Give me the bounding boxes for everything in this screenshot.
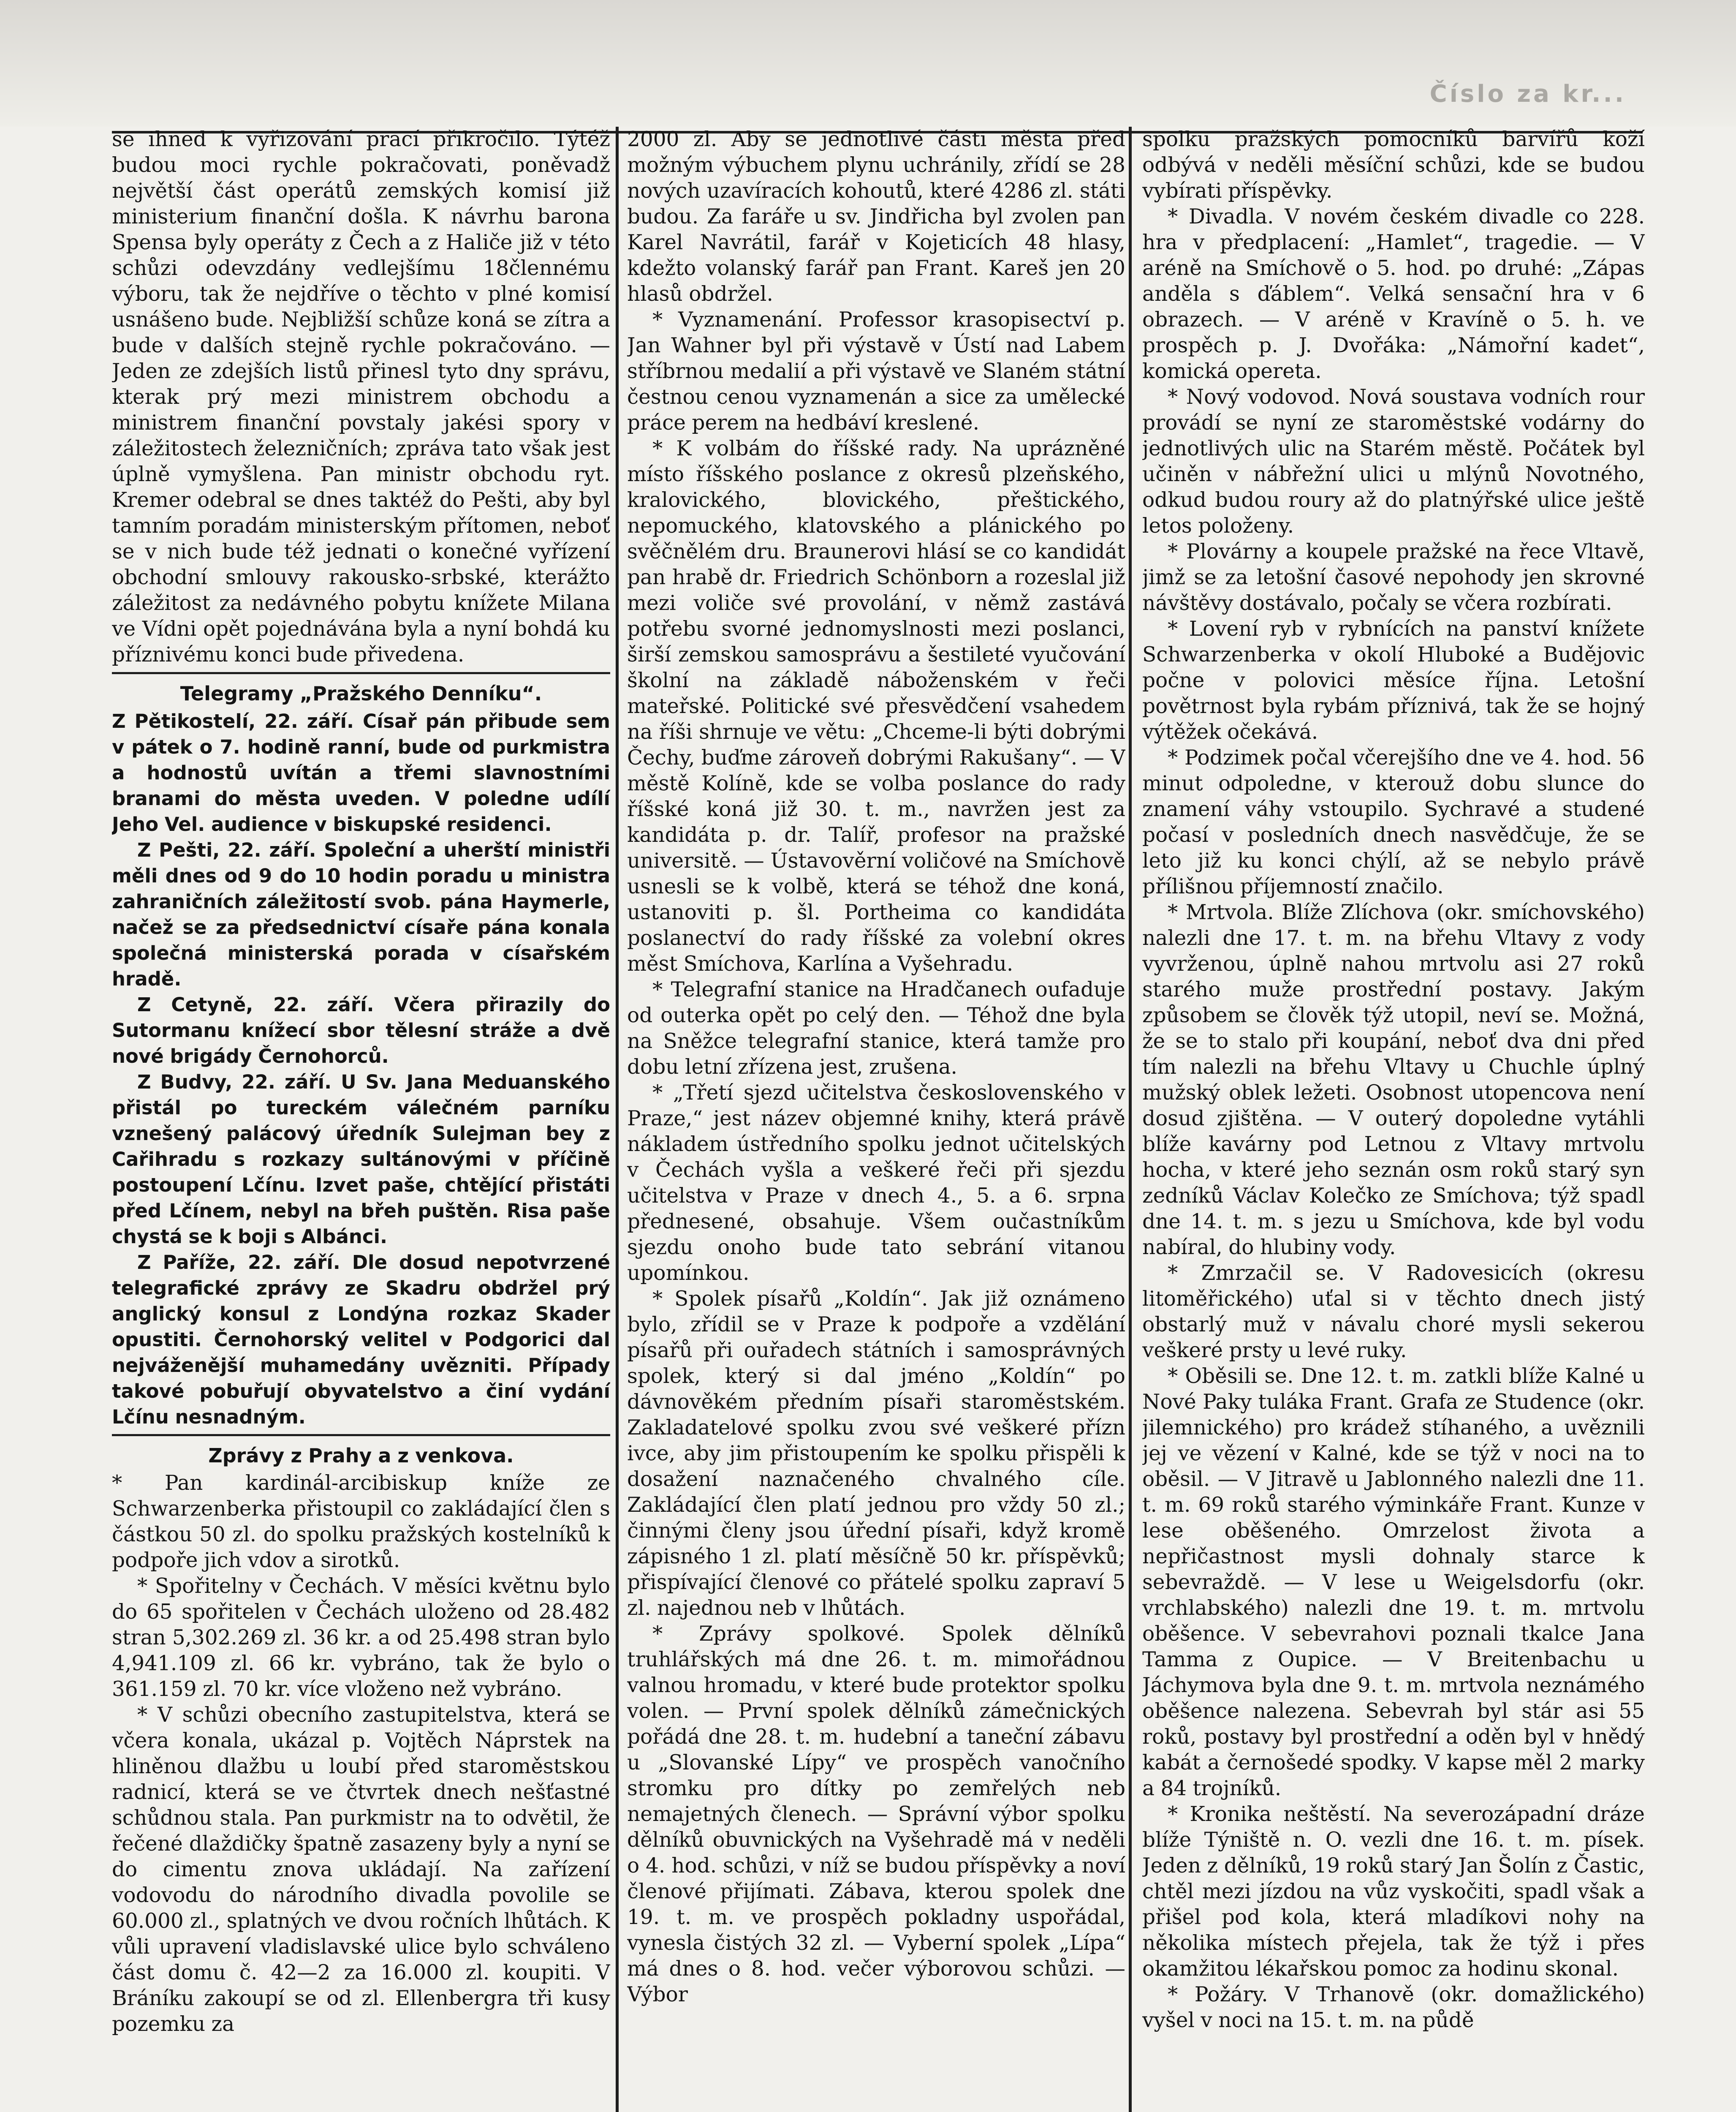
article-paragraph: * Požáry. V Trhanově (okr. domažlického) vyšel v noci na 15. t. m. na půdě xyxy=(1142,1983,1645,2032)
article-paragraph: * Zmrzačil se. V Radovesicích (okresu litoměřického) uťal si v těchto dnech jistý obstarlý muž v návalu choré mysli sekerou veškeré prsty u levé ruky. xyxy=(1142,1261,1645,1362)
article-paragraph: * Spolek písařů „Koldín“. Jak již oznámeno bylo, zřídil se v Praze k podpoře a vzdělání písařů při ouřadech státních i samosprávných spolek, který si dal jméno „Koldín“ po dávnověkém předním písaři staroměstském. Zakladatelové spolku zvou své veškeré přízn ivce, aby jim přistoupením ke spolku přispěli k dosažení naznačeného chvalného cíle. Zakládající člen platí jednou pro vždy 50 zl.; činnými členy jsou úřední písaři, když kromě zápisného 1 zl. platí měsíčně 50 kr. příspěvků; přispívající členové co přátelé spolku zapraví 5 zl. najednou neb v lhůtách. xyxy=(627,1287,1125,1620)
telegram-paragraph: Z Budvy, 22. září. U Sv. Jana Meduanského přistál po tureckém válečném parníku vznešený palácový úředník Sulejman bey z Cařihradu s rozkazy sultánovými v příčině postoupení Lčínu. Izvet paše, chtějící přistáti před Lčínem, nebyl na břeh puštěn. Risa paše chystá se k boji s Albánci. xyxy=(112,1071,610,1248)
article-paragraph: * Mrtvola. Blíže Zlíchova (okr. smíchovského) nalezli dne 17. t. m. na břehu Vltavy z vody vyvrženou, úplně nahou mrtvolu asi 27 roků starého muže prostřední postavy. Jakým způsobem se člověk týž utopil, neví se. Možná, že se to stalo při koupání, neboť dva dni před tím nalezli na břehu Vltavy u Chuchle úplný mužský oblek ležeti. Osobnost utopencova není dosud zjištěna. — V outerý dopoledne vytáhli blíže kavárny pod Letnou z Vltavy mrtvolu hocha, v které jeho seznán osm roků starý syn zedníků Václav Kolečko ze Smíchova; týž spadl dne 14. t. m. s jezu u Smíchova, kde byl vodu nabíral, do hlubiny vody. xyxy=(1142,901,1645,1259)
article-paragraph: * „Třetí sjezd učitelstva československého v Praze,“ jest název objemné knihy, která právě nákladem ústředního spolku jednot učitelských v Čechách vyšla a veškeré řeči při sjezdu učitelstva v Praze v dnech 4., 5. a 6. srpna přednesené, obsahuje. Všem oučastníkům sjezdu onoho bude tato sebrání vitanou upomínkou. xyxy=(627,1081,1125,1285)
columns xyxy=(112,127,1645,2112)
article-paragraph: se ihned k vyřizování prací přikročilo. Týtéž budou moci rychle pokračovati, poněvadž největší část operátů zemských komisí již ministerium finanční došla. K návrhu barona Spensa byly operáty z Čech a z Haliče již v této schůzi odevzdány vedlejšímu 18člennému výboru, tak že nejdříve o těchto v plné komisí usnášeno bude. Nejbližší schůze koná se zítra a bude v dalších stejně rychle pokračováno. — Jeden ze zdejších listů přinesl tyto dny správu, kterak prý mezi ministrem obchodu a ministrem finanční povstaly jakési spory v záležitostech železničních; zpráva tato však jest úplně vymyšlena. Pan ministr obchodu ryt. Kremer odebral se dnes taktéž do Pešti, aby byl tamním poradám ministerským přítomen, neboť se v nich bude též jednati o konečné vyřízení obchodní smlouvy rakousko-srbské, kterážto záležitost za nedávného pobytu knížete Milana ve Vídni opět pojednávána byla a nyní bohdá ku příznivému konci bude přivedena. xyxy=(112,128,610,667)
section-title-telegrams: Telegramy „Pražského Denníku“. xyxy=(180,682,542,705)
masthead-fragment: Číslo za kr... xyxy=(1429,80,1626,108)
section-title-local-news: Zprávy z Prahy a z venkova. xyxy=(208,1444,514,1467)
article-paragraph: * Vyznamenání. Professor krasopisectví p. Jan Wahner byl při výstavě v Ústí nad Labem stříbrnou medalií a při výstavě ve Slaném státní čestnou cenou vyznamenán a sice za umělecké práce perem na hedbáví kreslené. xyxy=(627,308,1125,435)
article-paragraph: * Telegrafní stanice na Hradčanech oufaduje od outerka opět po celý den. — Téhož dne byla na Sněžce telegrafní stanice, která tamže pro dobu letní zřízena jest, zrušena. xyxy=(627,978,1125,1079)
section-separator xyxy=(112,672,610,674)
article-paragraph: * V schůzi obecního zastupitelstva, která se včera konala, ukázal p. Vojtěch Náprstek na hliněnou dlažbu u loubí před staroměstskou radnicí, která se ve čtvrtek dnech nešťastné schůdnou stala. Pan purkmistr na to odvětil, že řečené dlaždičky špatně zasazeny byly a nyní se do cimentu znova ukládají. Na zařízení vodovodu do národního divadla povolile se 60.000 zl., splatných ve dvou ročních lhůtách. K vůli upravení vladislavské ulice bylo schváleno část domu č. 42—2 za 16.000 zl. koupiti. V Bráníku zakoupí se od zl. Ellenbergra tři kusy pozemku za xyxy=(112,1703,610,2036)
article-paragraph: * Pan kardinál-arcibiskup kníže ze Schwarzenberka přistoupil co zakládající člen s částkou 50 zl. do spolku pražských kostelníků k podpoře jich vdov a sirotků. xyxy=(112,1471,610,1572)
column-3 xyxy=(1142,127,1645,2112)
article-paragraph: spolku pražských pomocníků barvířů koží odbývá v neděli měsíční schůzi, kde se budou vybírati příspěvky. xyxy=(1142,128,1645,203)
column-1 xyxy=(112,127,610,2112)
article-paragraph: * Lovení ryb v rybnících na panství knížete Schwarzenberka v okolí Hluboké a Budějovic počne v polovici měsíce října. Letošní povětrnost byla rybám příznivá, tak že se hojný výtěžek očekává. xyxy=(1142,617,1645,744)
article-paragraph: * Oběsili se. Dne 12. t. m. zatkli blíže Kalné u Nové Paky tuláka Frant. Grafa ze Studence (okr. jilemnického) pro krádež stíhaného, a uvěznili jej ve vězení v Kalné, kde se týž v noci na to oběsil. — V Jitravě u Jablonného nalezli dne 11. t. m. 69 roků starého výminkáře Frant. Kunze v lese oběšeného. Omrzelost života a nepřičastnost mysli dohnaly starce k sebevraždě. — V lese u Weigelsdorfu (okr. vrchlabského) nalezli dne 19. t. m. mrtvolu oběšence. V sebevrahovi poznali tkalce Jana Tamma z Oupice. — V Breitenbachu u Jáchymova byla dne 9. t. m. mrtvola neznámého oběšence nalezena. Sebevrah byl stár asi 55 roků, postavy byl prostřední a oděn byl v hnědý kabát a černošedé spodky. V kapse měl 2 marky a 84 trojníků. xyxy=(1142,1364,1645,1800)
article-paragraph: * Zprávy spolkové. Spolek dělníků truhlářských má dne 26. t. m. mimořádnou valnou hromadu, v které bude protektor spolku volen. — První spolek dělníků zámečnických pořádá dne 28. t. m. hudební a taneční zábavu u „Slovanské Lípy“ ve prospěch vanočního stromku pro dítky po zemřelých neb nemajetných členech. — Správní výbor spolku dělníků obuvnických na Vyšehradě má v neděli o 4. hod. schůzi, v níž se budou příspěvky a noví členové přijímati. Zábava, kterou spolek dne 19. t. m. ve prospěch pokladny uspořádal, vynesla čistých 32 zl. — Vyberní spolek „Lípa“ má dnes o 8. hod. večer výborovou schůzi. — Výbor xyxy=(627,1622,1125,2006)
article-paragraph: * Nový vodovod. Nová soustava vodních rour provádí se nyní ze staroměstské vodárny do jednotlivých ulic na Starém městě. Počátek byl učiněn v nábřežní ulici u mlýnů Novotného, odkud budou roury až do platnýřské ulice ještě letos položeny. xyxy=(1142,385,1645,538)
telegram-paragraph: Z Cetyně, 22. září. Včera přirazily do Sutormanu knížecí sbor tělesní stráže a dvě nové brigády Černohorců. xyxy=(112,993,610,1067)
article-paragraph: * Kronika neštěstí. Na severozápadní dráze blíže Týniště n. O. vezli dne 16. t. m. písek. Jeden z dělníků, 19 roků starý Jan Šolín z Častic, chtěl mezi jízdou na vůz vyskočiti, spadl však a přišel pod kola, která mladíkovi nohy na několika místech přejela, tak že týž i přes okamžitou lékařskou pomoc za hodinu skonal. xyxy=(1142,1802,1645,1981)
column-2 xyxy=(627,127,1125,2112)
article-paragraph: * Divadla. V novém českém divadle co 228. hra v předplacení: „Hamlet“, tragedie. — V aréně na Smíchově o 5. hod. po druhé: „Zápas anděla s ďáblem“. Velká sensační hra v 6 obrazech. — V aréně v Kravíně o 5. h. ve prospěch p. J. Dvořáka: „Námořní kadet“, komická opereta. xyxy=(1142,205,1645,383)
article-paragraph: * Spořitelny v Čechách. V měsíci květnu bylo do 65 spořitelen v Čechách uloženo od 28.482 stran 5,302.269 zl. 36 kr. a od 25.498 stran bylo 4,941.109 zl. 66 kr. vybráno, tak že bylo o 361.159 zl. 70 kr. více vloženo než vybráno. xyxy=(112,1574,610,1701)
article-paragraph: * Podzimek počal včerejšího dne ve 4. hod. 56 minut odpoledne, v kterouž dobu slunce do znamení váhy vstoupilo. Sychravé a studené počasí v posledních dnech nasvědčuje, že se leto již ku konci chýlí, až se nebylo právě přílišnou příjemností značilo. xyxy=(1142,746,1645,898)
section-separator xyxy=(112,1434,610,1436)
telegram-paragraph: Z Paříže, 22. září. Dle dosud nepotvrzené telegrafické zprávy ze Skadru obdržel prý anglický konsul z Londýna rozkaz Skader opustiti. Černohorský velitel v Podgorici dal nejváženější muhamedány uvězniti. Případy takové pobuřují obyvatelstvo a činí vydání Lčínu nesnadným. xyxy=(112,1251,610,1428)
article-paragraph: * K volbám do říšské rady. Na uprázněné místo říšského poslance z okresů plzeňského, kralovického, blovického, přeštického, nepomuckého, klatovského a plánického po svěčnělém dru. Braunerovi hlásí se co kandidát pan hrabě dr. Friedrich Schönborn a rozeslal již mezi voliče své provolání, v němž zastává potřebu svorné jednomyslnosti mezi poslanci, širší zemskou samosprávu a šestileté vyučování školní na základě náboženském v řeči mateřské. Politické své přesvědčení vsahedem na říši shrnuje ve větu: „Chceme-li býti dobrými Čechy, buďme zároveň dobrými Rakušany“. — V městě Kolíně, kde se volba poslance do rady říšské koná již 30. t. m., navržen jest za kandidáta p. dr. Talíř, profesor na pražské universitě. — Ústavověrní voličové na Smíchově usnesli se k volbě, která se téhož dne koná, ustanoviti p. šl. Portheima co kandidáta poslanectví do rady říšské za volební okres měst Smíchova, Karlína a Vyšehradu. xyxy=(627,437,1125,976)
article-paragraph: 2000 zl. Aby se jednotlivé části města před možným výbuchem plynu uchránily, zřídí se 28 nových uzavíracích kohoutů, které 4286 zl. státi budou. Za faráře u sv. Jindřicha byl zvolen pan Karel Navrátil, farář v Kojeticích 48 hlasy, kdežto volanský farář pan Frant. Kareš jen 20 hlasů obdržel. xyxy=(627,128,1125,306)
telegram-paragraph: Z Pešti, 22. září. Společní a uherští ministři měli dnes od 9 do 10 hodin poradu u ministra zahraničních záležitostí svob. pána Haymerle, načež se za předsednictví císaře pána konala společná ministerská porada v císařském hradě. xyxy=(112,839,610,990)
telegram-paragraph: Z Pětikostelí, 22. září. Císař pán přibude sem v pátek o 7. hodině ranní, bude od purkmistra a hodnostů uvítán a třemi slavnostními branami do města uveden. V poledne udílí Jeho Vel. audience v biskupské residenci. xyxy=(112,710,610,836)
top-margin xyxy=(0,0,1736,127)
article-paragraph: * Plovárny a koupele pražské na řece Vltavě, jimž se za letošní časové nepohody jen skrovné návštěvy dostávalo, počaly se včera rozbírati. xyxy=(1142,540,1645,615)
